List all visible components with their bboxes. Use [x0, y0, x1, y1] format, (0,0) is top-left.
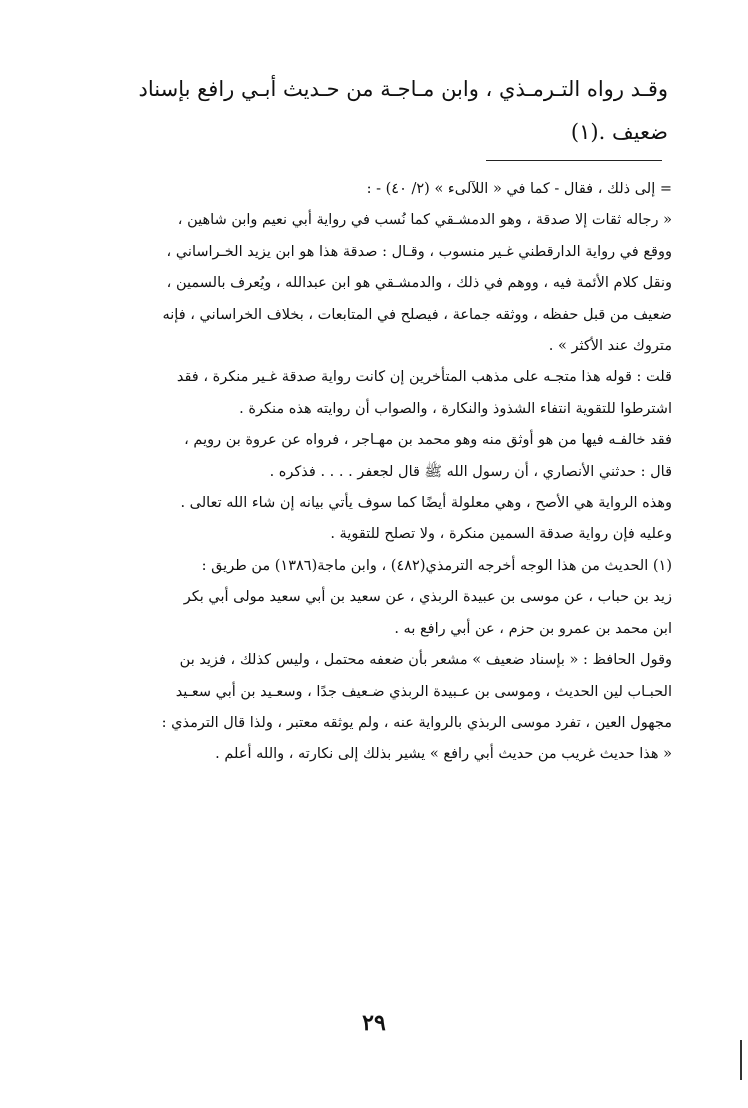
footnote-line: مجهول العين ، تفرد موسى الربذي بالرواية عنه ، ولم يوثقه معتبر ، ولذا قال الترمذي : — [161, 714, 672, 731]
footnote-line: قال : حدثني الأنصاري ، أن رسول الله ﷺ قال لجعفر . . . . فذكره . — [269, 463, 672, 480]
footnote-divider — [486, 160, 662, 161]
footnote-line: (١) الحديث من هذا الوجه أخرجه الترمذي(٤٨٢) ، وابن ماجة(١٣٨٦) من طريق : — [201, 557, 672, 574]
scan-edge-mark — [740, 1040, 742, 1080]
footnote-line: « هذا حديث غريب من حديث أبي رافع » يشير بذلك إلى نكارته ، والله أعلم . — [215, 746, 672, 763]
footnote-line: وعليه فإن رواية صدقة السمين منكرة ، ولا تصلح للتقوية . — [330, 526, 672, 543]
footnote-line: ابن محمد بن عمرو بن حزم ، عن أبي رافع به . — [394, 620, 672, 637]
footnote-line: متروك عند الأكثر » . — [548, 338, 672, 355]
footnote-line: ووقع في رواية الدارقطني غـير منسوب ، وقـال : صدقة هذا هو ابن يزيد الخـراساني ، — [166, 243, 672, 260]
footnote-line: قلت : قوله هذا متجـه على مذهب المتأخرين إن كانت رواية صدقة غـير منكرة ، فقد — [176, 369, 672, 386]
footnote-line: الحبـاب لين الحديث ، وموسى بن عـبيدة الربذي ضـعيف جدًا ، وسعـيد بن أبي سعـيد — [175, 683, 672, 700]
main-text-block — [60, 68, 668, 154]
footnote-line: = إلى ذلك ، فقال - كما في « اللآلىء » (٢/ ٤٠) - : — [366, 181, 672, 197]
footnote-line: وهذه الرواية هي الأصح ، وهي معلولة أيضًا كما سوف يأتي بيانه إن شاء الله تعالى . — [180, 495, 672, 512]
footnote-line: « رجاله ثقات إلا صدقة ، وهو الدمشـقي كما نُسب في رواية أبي نعيم وابن شاهين ، — [177, 212, 672, 229]
footnote-line: وقول الحافظ : « بإسناد ضعيف » مشعر بأن ضعفه محتمل ، وليس كذلك ، فزيد بن — [179, 652, 672, 669]
footnote-line: ونقل كلام الأئمة فيه ، ووهم في ذلك ، والدمشـقي هو ابن عبدالله ، ويُعرف بالسمين ، — [166, 275, 672, 292]
main-text-line: ضعيف .(١) — [570, 120, 668, 144]
page-number: ٢٩ — [362, 1010, 386, 1036]
footnote-line: فقد خالفـه فيها من هو أوثق منه وهو محمد بن مهـاجر ، فرواه عن عروة بن رويم ، — [184, 432, 672, 449]
main-text-line: وقـد رواه التـرمـذي ، وابن مـاجـة من حـديث أبـي رافع بإسناد — [138, 77, 668, 101]
footnotes-block — [60, 174, 672, 771]
footnote-line: ضعيف من قبل حفظه ، ووثقه جماعة ، فيصلح في المتابعات ، بخلاف الخراساني ، فإنه — [162, 306, 672, 323]
footnote-line: اشترطوا للتقوية انتفاء الشذوذ والنكارة ، والصواب أن روايته هذه منكرة . — [239, 400, 672, 417]
footnote-line: زيد بن حباب ، عن موسى بن عبيدة الربذي ، عن سعيد بن أبي سعيد مولى أبي بكر — [183, 589, 672, 606]
